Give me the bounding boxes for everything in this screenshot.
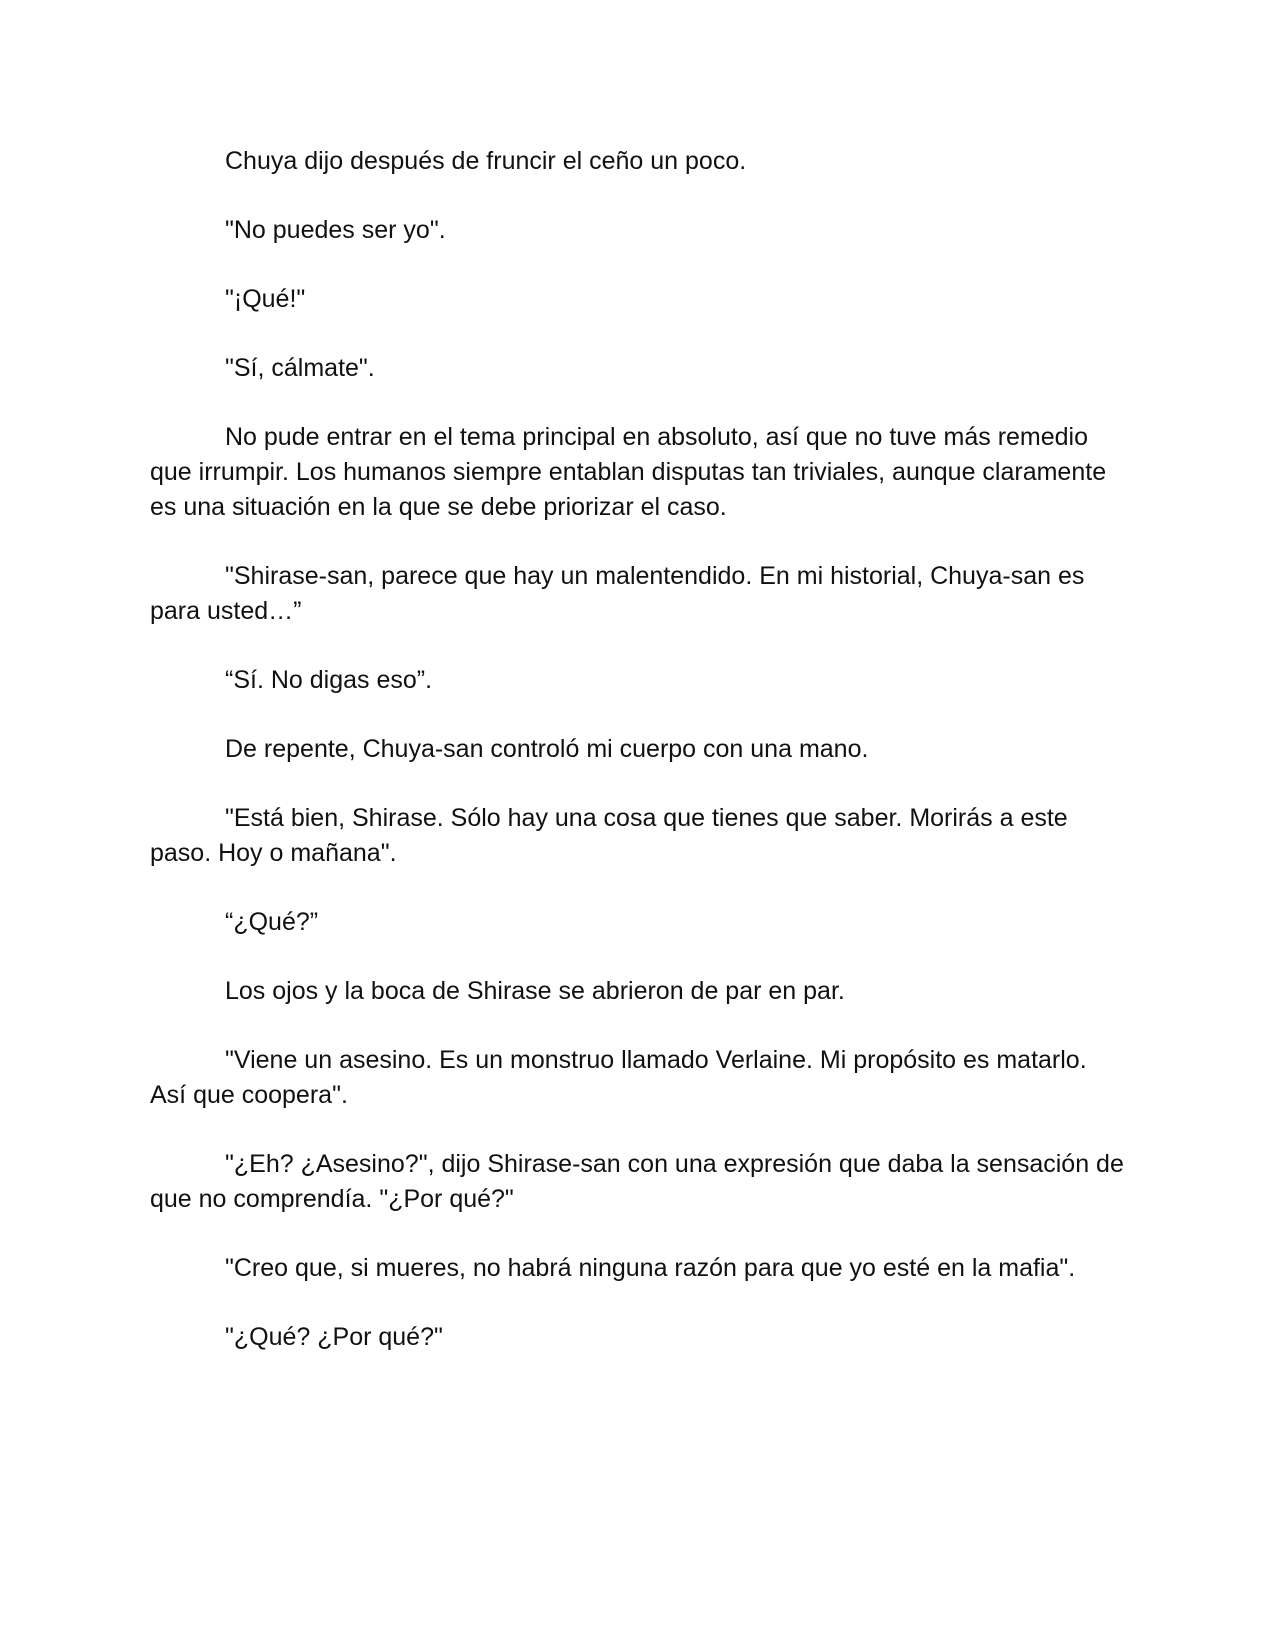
paragraph: Los ojos y la boca de Shirase se abrieron de par en par. [225,977,845,1005]
paragraph: "Viene un asesino. Es un monstruo llamado Verlaine. Mi propósito es matarlo. Así que coopera". [150,1046,1087,1109]
paragraph: “¿Qué?” [225,908,319,936]
paragraph: “Sí. No digas eso”. [225,666,433,694]
paragraph: "Está bien, Shirase. Sólo hay una cosa que tienes que saber. Morirás a este paso. Hoy o mañana". [150,804,1068,867]
paragraph: Chuya dijo después de fruncir el ceño un poco. [225,147,747,175]
paragraph: De repente, Chuya-san controló mi cuerpo con una mano. [225,735,869,763]
paragraph: "Sí, cálmate". [225,354,375,382]
paragraph: "¡Qué!" [225,285,306,313]
paragraph: "Shirase-san, parece que hay un malentendido. En mi historial, Chuya-san es para usted…” [150,562,1085,625]
paragraph: "No puedes ser yo". [225,216,446,244]
document-body [150,144,1125,1389]
paragraph: "¿Eh? ¿Asesino?", dijo Shirase-san con una expresión que daba la sensación de que no comprendía. "¿Por qué?" [150,1150,1124,1213]
paragraph: "Creo que, si mueres, no habrá ninguna razón para que yo esté en la mafia". [225,1254,1076,1282]
paragraph: No pude entrar en el tema principal en absoluto, así que no tuve más remedio que irrumpir. Los humanos siempre entablan disputas tan triviales, aunque claramente es una situación en la que se debe priorizar el caso. [150,423,1107,521]
paragraph: "¿Qué? ¿Por qué?" [225,1323,443,1351]
